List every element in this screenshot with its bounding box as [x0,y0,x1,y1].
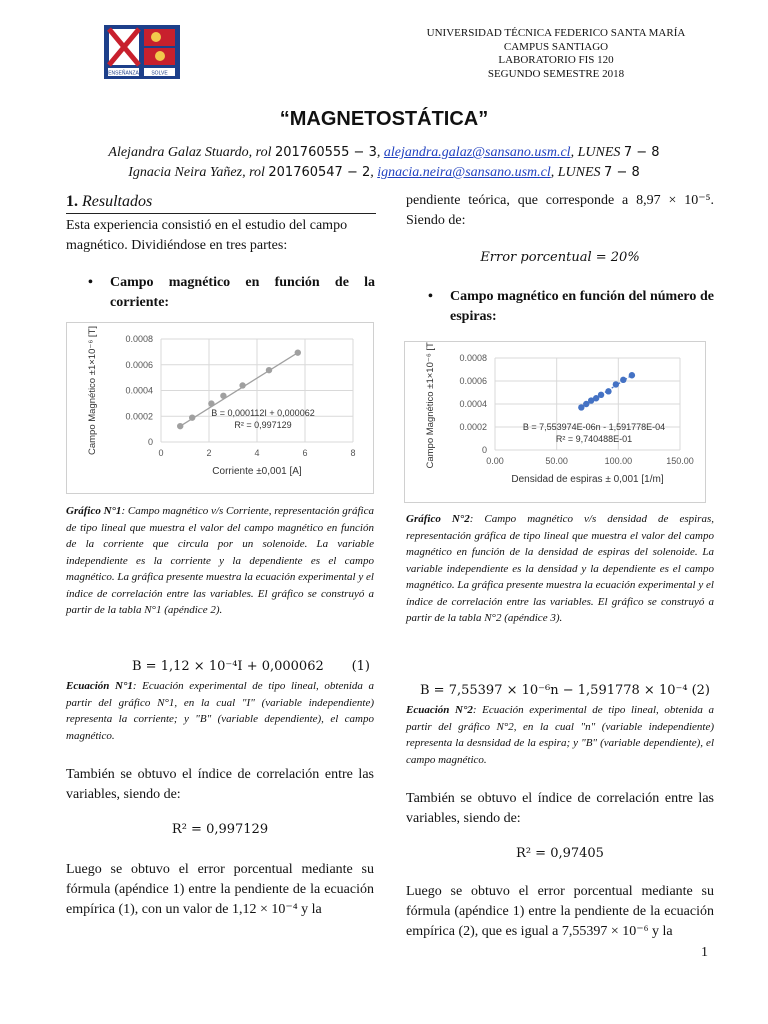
y-tick-label: 0.0004 [125,385,153,396]
y-tick-label: 0.0002 [459,422,487,432]
paper-title: “MAGNETOSTÁTICA” [279,108,489,130]
page-number: 1 [701,945,708,960]
equation-2-caption [406,702,714,768]
semester: SEGUNDO SEMESTRE 2018 [487,67,625,80]
error-paragraph [66,860,374,920]
x-axis-label: Densidad de espiras ± 0,001 [1/m] [511,474,664,485]
caption-text: : Ecuación experimental de tipo lineal, obtenida a partir del gráfico N°1, en la cual "I" (variable independiente) representa la corriente; y "B" (variable dependiente), el campo magnético. [66,680,374,742]
data-point [620,377,626,383]
author-day: LUNES [577,145,621,160]
author-name: Ignacia Neira Yañez, rol [128,165,269,180]
equation-1-caption [66,678,374,744]
data-point [239,382,245,388]
data-point [220,393,226,399]
data-point [598,392,604,398]
author-name: Alejandra Galaz Stuardo, rol [108,145,275,160]
bullet-dot-icon: • [428,289,433,304]
data-point [177,423,183,429]
section-heading [66,193,376,214]
svg-text:ENSEÑANZA: ENSEÑANZA [108,70,139,77]
authors-block [0,143,768,183]
data-point [295,349,301,355]
author-rol: 201760555 − 3 [274,145,377,160]
r2-label: R² = 0,997129 [234,420,292,430]
intro-text: Esta experiencia consistió en el estudio del campo magnético. Dividiéndose en tres partes: [66,218,348,253]
error-paragraph [406,882,714,942]
paragraph-text: Luego se obtuvo el error porcentual mediante su fórmula (apéndice 1) entre la pendiente de la ecuación empírica (1), con un valor de 1,12 × 10⁻⁴ y la [66,862,374,917]
data-point [629,372,635,378]
author-email-link[interactable]: alejandra.galaz@sansano.usm.cl [383,145,571,160]
author-block: 7 − 8 [623,145,660,160]
bullet-item [428,287,714,327]
y-tick-label: 0.0006 [125,359,153,370]
paragraph-text: pendiente teórica, que corresponde a 8,97 × 10⁻⁵. Siendo de: [406,193,714,228]
y-tick-label: 0.0002 [125,411,153,422]
y-tick-label: 0.0008 [459,353,487,363]
x-tick-label: 2 [206,448,212,458]
bullet-dot-icon: • [88,275,93,290]
continuation-paragraph [406,191,714,231]
paragraph-text: También se obtuvo el índice de correlación entre las variables, siendo de: [66,767,374,802]
x-tick-label: 150.00 [666,456,694,466]
y-tick-label: 0.0006 [459,376,487,386]
y-tick-label: 0 [147,437,153,447]
paragraph-text: También se obtuvo el índice de correlación entre las variables, siendo de: [406,791,714,826]
x-tick-label: 0 [158,448,164,458]
chart-1-svg [67,323,373,493]
y-tick-label: 0.0008 [125,334,153,344]
error-equation: Error porcentual = 20% [480,250,640,265]
section-number: 1. [66,193,78,210]
lab-name: LABORATORIO FIS 120 [498,54,614,66]
data-point [266,367,272,373]
author-block: 7 − 8 [604,165,640,180]
correlation-paragraph [406,789,714,829]
author-rol: 201760547 − 2 [268,165,371,180]
x-tick-label: 8 [350,448,356,458]
y-axis-label: Campo Magnético ±1×10⁻⁶ [T] [425,342,436,469]
equation-label: Ecuación N°2 [406,704,473,716]
author-line: Alejandra Galaz Stuardo, rol 201760555 − 3, alejandra.galaz@sansano.usm.cl, LUNES 7 − 8 [108,145,660,160]
chart-1 [66,322,374,494]
y-tick-label: 0.0004 [459,399,487,409]
caption-text: : Ecuación experimental de tipo lineal, obtenida a partir del gráfico N°2, en la cual "n" (variable independiente) representa la desnsidad de la espira; y "B" (variable dependiente), el campo magnético. [406,704,714,766]
y-tick-label: 0 [481,445,487,455]
bullet-text: Campo magnético en función de la corriente: [110,275,375,310]
paragraph-text: Luego se obtuvo el error porcentual mediante su fórmula (apéndice 1) entre la pendiente de la ecuación empírica (2), que es igual a 7,55397 × 10⁻⁶ y la [406,884,714,939]
equation-text: B = 1,12 × 10⁻⁴I + 0,000062 [132,659,324,674]
equation-label: Ecuación N°1 [66,680,133,692]
equation-2 [406,683,714,698]
figure-label: Gráfico N°2 [406,513,470,525]
x-tick-label: 0.00 [486,456,504,466]
data-point [605,388,611,394]
r2-equation: R² = 0,97405 [516,846,604,861]
x-tick-label: 100.00 [604,456,633,466]
equation-number: (1) [351,659,370,674]
university-name: UNIVERSIDAD TÉCNICA FEDERICO SANTA MARÍA [426,27,686,39]
author-day: LUNES [557,165,601,180]
chart-2 [404,341,706,503]
university-logo [104,25,180,79]
figure-1-caption [66,503,374,619]
equation-text: B = 7,55397 × 10⁻⁶n − 1,591778 × 10⁻⁴ [420,683,688,698]
figure-2-caption [406,511,714,627]
fit-equation: B = 7,553974E-06n - 1,591778E-04 [522,422,666,432]
y-axis-label: Campo Magnético ±1×10⁻⁶ [T] [87,326,98,455]
author-line: Ignacia Neira Yañez, rol 201760547 − 2, ignacia.neira@sansano.usm.cl, LUNES 7 − 8 [128,165,640,180]
svg-text:SOLVE: SOLVE [151,70,168,77]
institution-header [426,27,686,81]
author-email-link[interactable]: ignacia.neira@sansano.usm.cl [377,165,551,180]
campus-name: CAMPUS SANTIAGO [503,40,609,53]
data-point [189,414,195,420]
x-axis-label: Corriente ±0,001 [A] [212,466,302,477]
equation-number: (2) [691,683,710,698]
correlation-paragraph [66,765,374,805]
x-tick-label: 50.00 [545,456,568,466]
caption-text: : Campo magnético v/s Corriente, representación gráfica de tipo lineal que muestra el valor del campo magnético en función de la corriente que circula por un solenoide. La variable independiente es la corriente y la dependiente es el campo magnético. La gráfica presente muestra la ecuación experimental y el índice de correlación entre las variables. El gráfico se construyó a partir de la tabla N°1 (apéndice 2). [66,505,374,616]
section-title: Resultados [82,193,153,210]
r2-equation: R² = 0,997129 [171,822,269,837]
equation-1 [66,659,374,674]
bullet-item [88,273,375,313]
data-point [208,400,214,406]
data-point [613,381,619,387]
bullet-text: Campo magnético en función del número de espiras: [450,289,714,324]
chart-2-svg [405,342,705,502]
x-tick-label: 6 [302,448,308,458]
caption-text: : Campo magnético v/s densidad de espiras, representación gráfica de tipo lineal que muestra el valor del campo magnético en función de la densidad de espiras del solenoide. La variable independiente es la densidad y la dependiente es el campo magnético. La gráfica presente muestra la ecuación experimental y el índice de correlación entre las variables. El gráfico se construyó a partir de la tabla N°2 (apéndice 3). [406,513,714,624]
fit-equation: B = 0,000112I + 0,000062 [211,408,315,418]
intro-paragraph [66,216,376,256]
figure-label: Gráfico N°1 [66,505,122,517]
r2-label: R² = 9,740488E-01 [555,434,633,444]
x-tick-label: 4 [254,448,260,458]
